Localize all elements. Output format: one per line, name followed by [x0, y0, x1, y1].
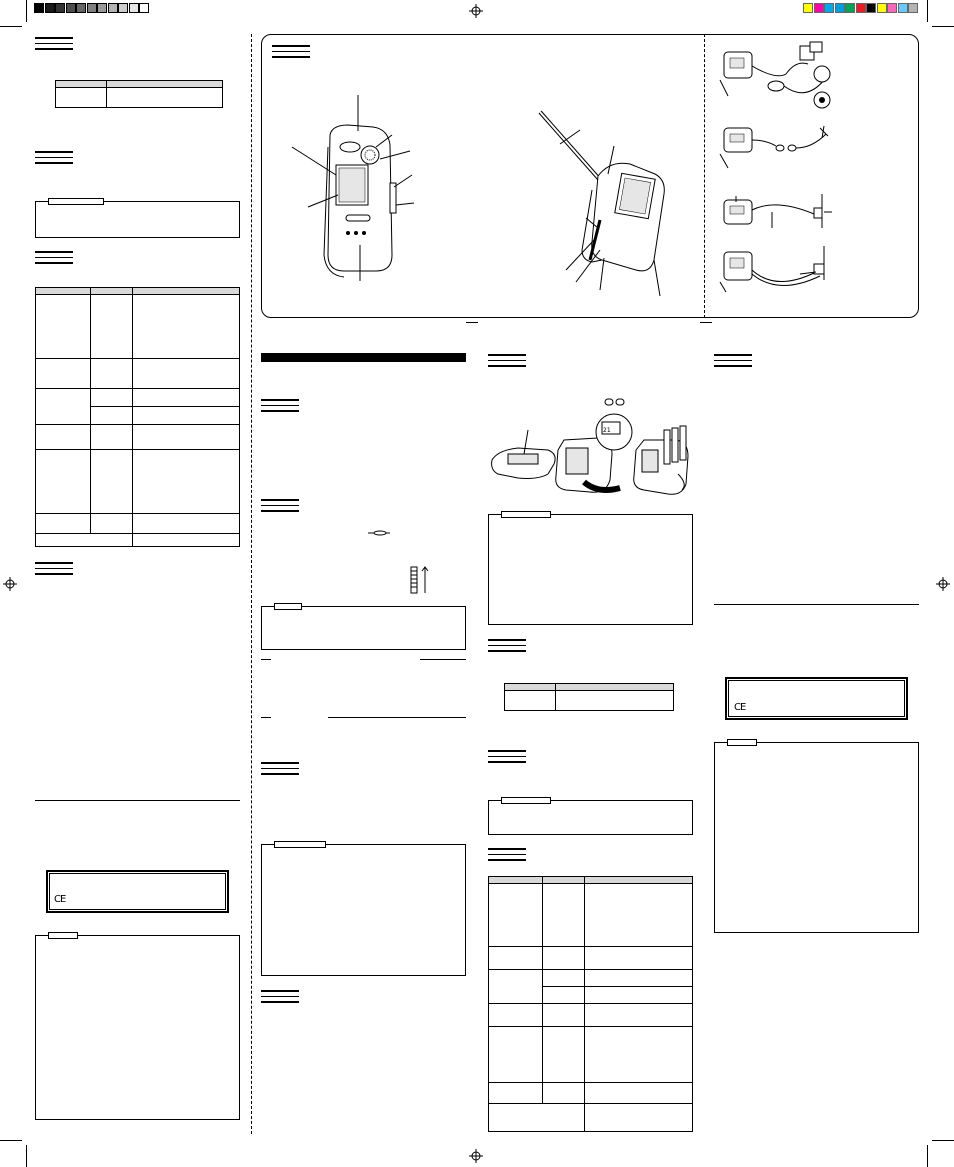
section-heading-bar [261, 499, 299, 512]
gray-swatch [66, 3, 76, 13]
ac-adapter-connection-diagram [716, 40, 916, 112]
note-box-tab [501, 797, 551, 804]
section-heading-bar [35, 37, 73, 50]
section-heading-bar [35, 251, 73, 264]
section-heading-bar [488, 354, 526, 367]
color-swatch [908, 3, 918, 13]
color-swatch [866, 3, 876, 13]
gray-swatch [76, 3, 86, 13]
gray-swatch [34, 3, 44, 13]
crop-mark [932, 1140, 954, 1141]
page-mark [700, 322, 712, 323]
color-swatch [835, 3, 845, 13]
crop-mark [0, 1140, 22, 1141]
section-heading-bar [35, 151, 73, 164]
gray-swatch [87, 3, 97, 13]
color-swatch [803, 3, 813, 13]
section-heading-bar [35, 562, 73, 575]
gray-swatch [97, 3, 107, 13]
gray-swatch [55, 3, 65, 13]
color-swatch [887, 3, 897, 13]
section-heading-bar [261, 399, 299, 412]
language-title-bar [261, 353, 466, 362]
section-heading-bar [272, 45, 310, 58]
video-input-connection-diagram [716, 244, 916, 298]
section-heading-bar [488, 750, 526, 763]
crop-mark [932, 26, 954, 27]
section-heading-bar [488, 639, 526, 652]
tv-side-illustration [520, 110, 680, 300]
caution-box-tab [501, 511, 551, 518]
antenna-connector-icon [368, 530, 390, 536]
color-swatch [898, 3, 908, 13]
section-heading-bar [261, 762, 299, 775]
battery-installation-illustration [488, 410, 698, 500]
gray-swatch [108, 3, 118, 13]
caution-box [488, 514, 693, 625]
note-box-tab [48, 198, 104, 205]
ce-mark-icon: CE [54, 894, 66, 905]
note-box-tab [274, 603, 302, 610]
fold-line [251, 34, 252, 1134]
section-heading-bar [488, 848, 526, 861]
ce-declaration-inner [49, 873, 226, 910]
color-swatch [845, 3, 855, 13]
battery-icon [604, 398, 626, 406]
crop-mark [26, 0, 27, 22]
warning-box-tab [48, 932, 78, 939]
spec-table [504, 683, 674, 711]
note-box [488, 800, 693, 835]
color-swatch [856, 3, 866, 13]
tv-front-illustration [288, 95, 428, 285]
registration-mark-icon [3, 577, 17, 591]
color-swatch [814, 3, 824, 13]
gray-swatch [139, 3, 149, 13]
page-mark [466, 322, 478, 323]
section-heading-bar [714, 354, 752, 367]
gray-swatch [45, 3, 55, 13]
ce-mark-icon: CE [734, 702, 746, 713]
registration-mark-icon [936, 577, 950, 591]
caution-box [261, 844, 466, 976]
troubleshooting-table [35, 287, 240, 547]
tv-screen-channel: 21 [603, 427, 611, 434]
warning-box-tab [727, 739, 757, 746]
rule [261, 717, 271, 718]
car-adapter-connection-diagram [716, 118, 916, 178]
caution-box-tab [274, 841, 326, 848]
color-swatch [824, 3, 834, 13]
note-box [35, 201, 240, 238]
crop-mark [26, 1145, 27, 1167]
gray-swatch [118, 3, 128, 13]
gray-swatch [129, 3, 139, 13]
antenna-connection-diagram [716, 192, 916, 238]
divider [35, 800, 240, 801]
panel-divider [704, 34, 705, 318]
section-heading-bar [261, 990, 299, 1003]
color-swatch [877, 3, 887, 13]
rule [420, 659, 466, 660]
warning-box [35, 935, 240, 1120]
volume-control-icon [410, 565, 430, 595]
spec-table [55, 80, 223, 108]
troubleshooting-table [488, 876, 693, 1132]
rule [261, 659, 271, 660]
registration-mark-icon [469, 4, 483, 18]
ce-declaration-inner [728, 680, 905, 717]
rule [328, 717, 466, 718]
crop-mark [927, 1145, 928, 1167]
crop-mark [927, 0, 928, 22]
warning-box [714, 742, 919, 933]
note-box [261, 606, 466, 650]
divider [714, 604, 919, 605]
registration-mark-icon [469, 1149, 483, 1163]
crop-mark [0, 26, 22, 27]
